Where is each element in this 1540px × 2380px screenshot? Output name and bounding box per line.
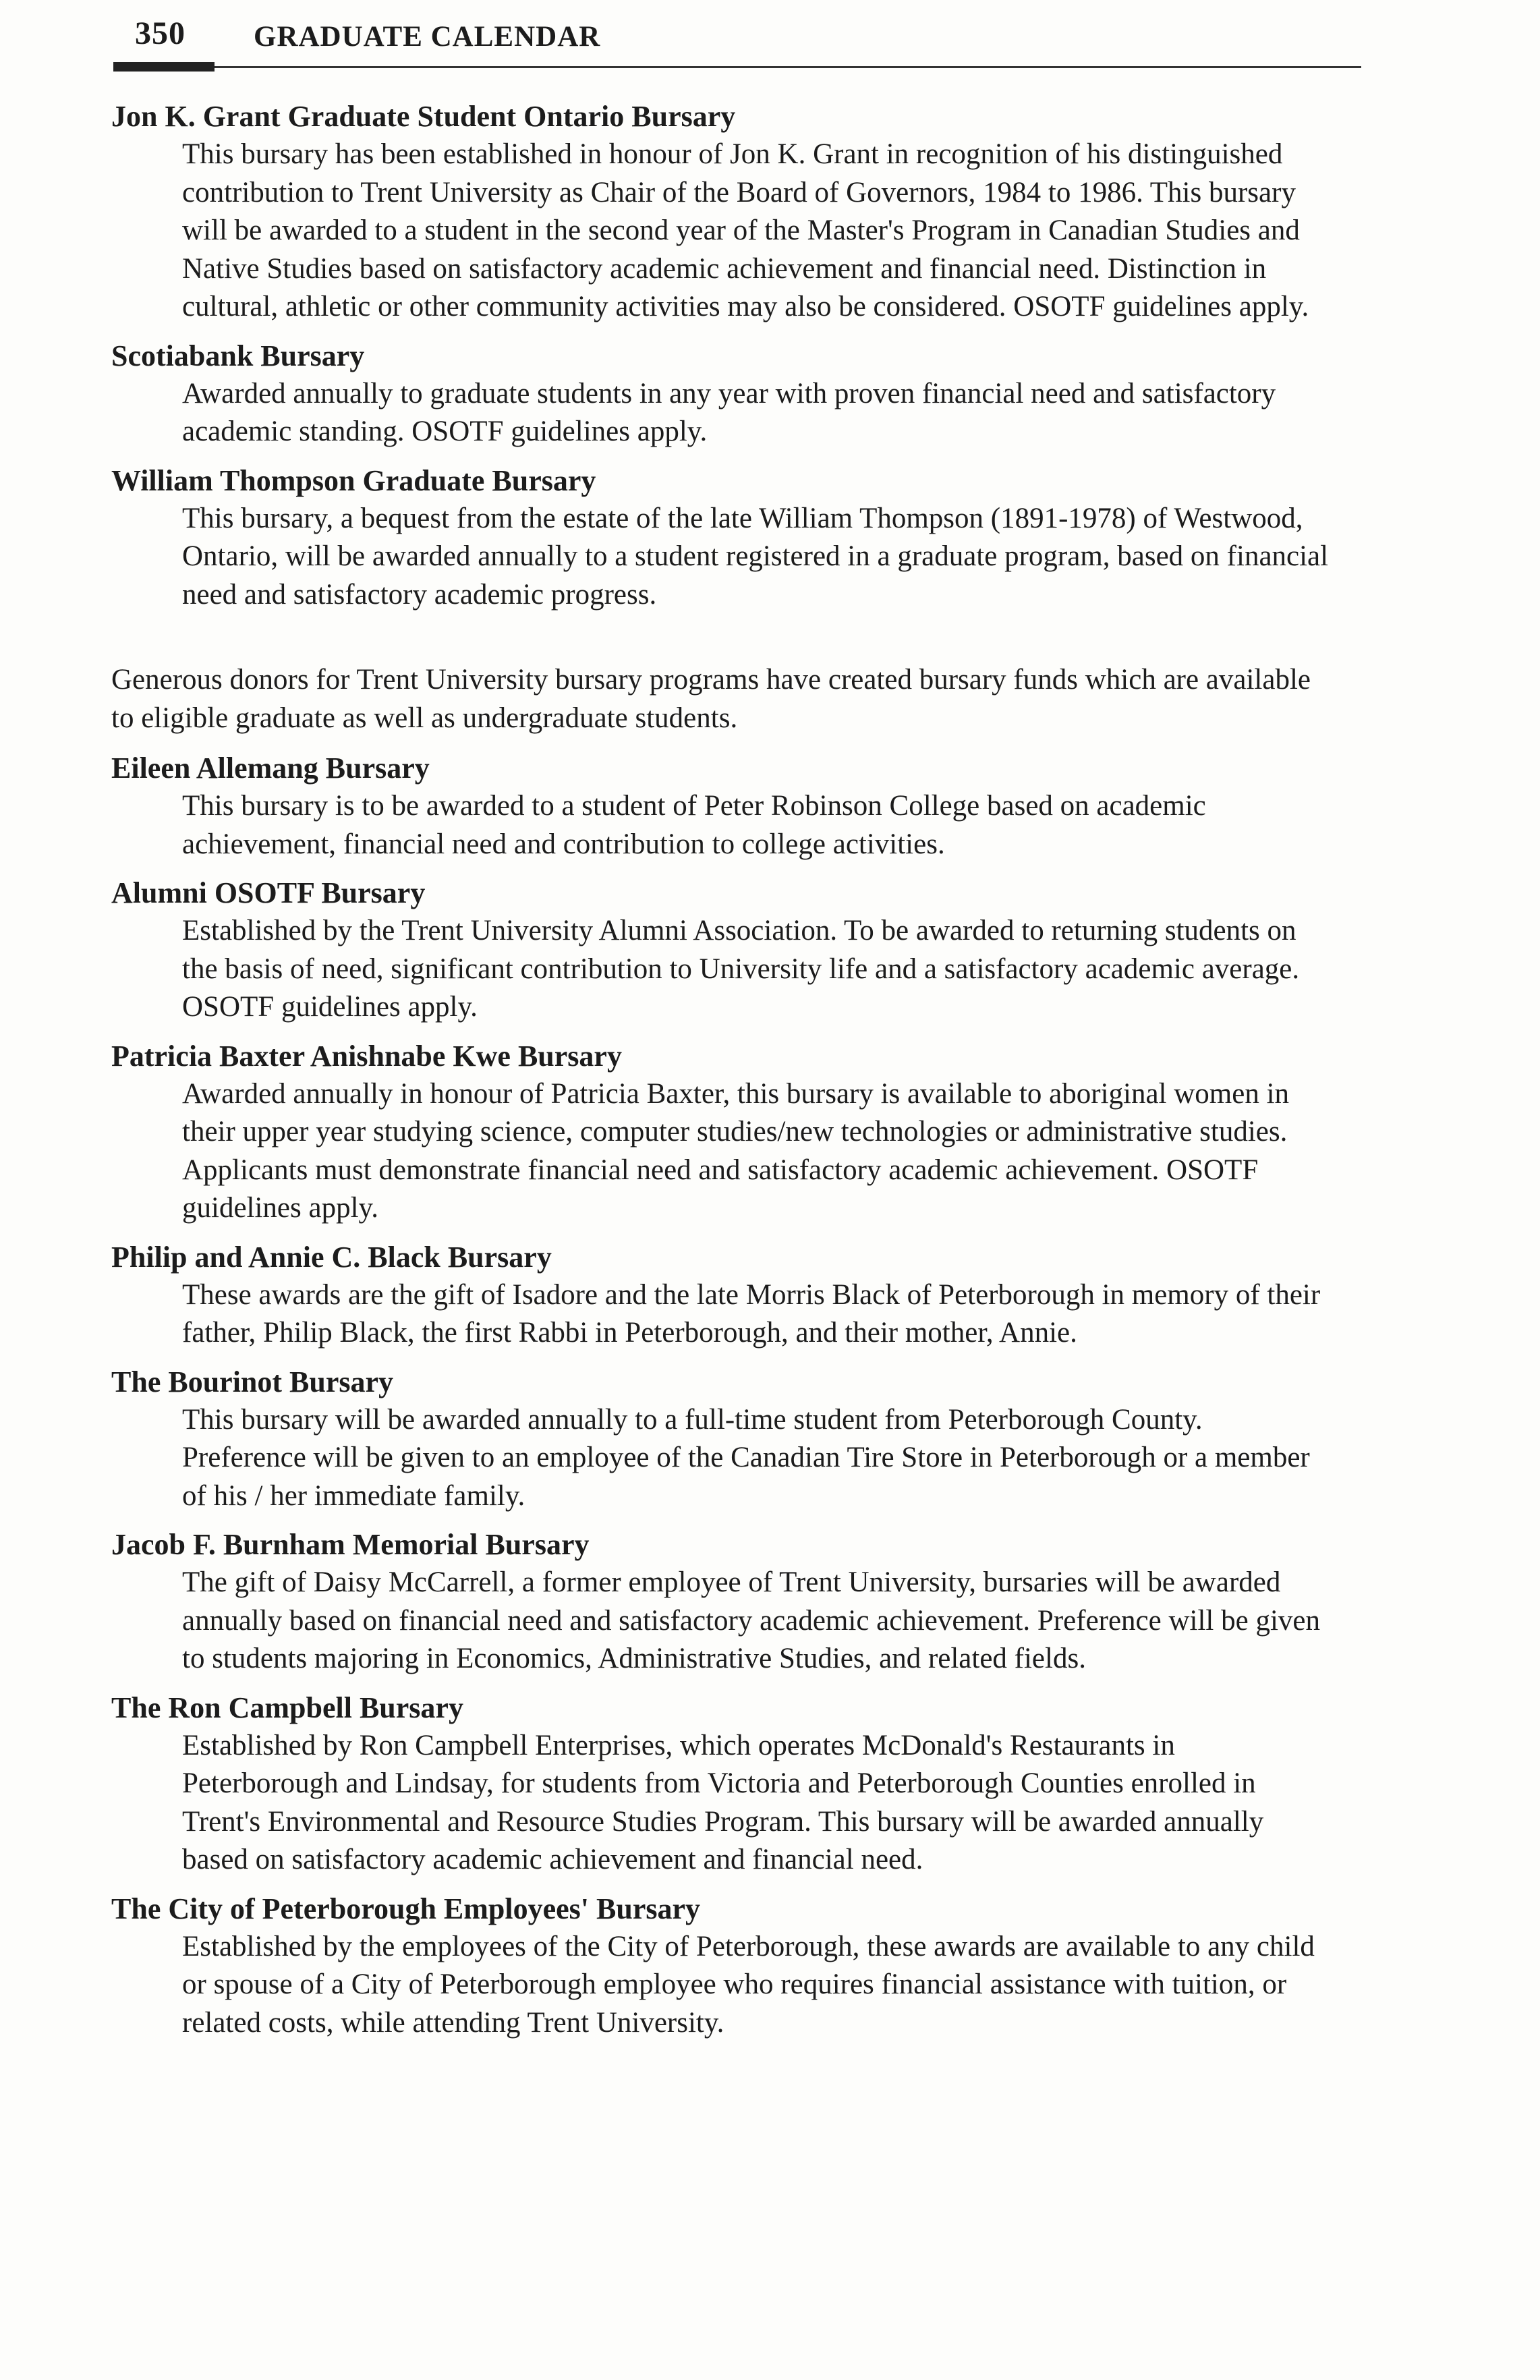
bursary-entry <box>111 749 1359 863</box>
bursary-title: Philip and Annie C. Black Bursary <box>111 1240 552 1274</box>
bursary-title: Scotiabank Bursary <box>111 339 365 372</box>
header-accent-block <box>113 62 215 72</box>
bursary-description: The gift of Daisy McCarrell, a former employee of Trent University, bursaries will be awarded annually based on financial need and satisfactory academic achievement. Preference will be given to students majoring in Economics, Administrative Studies, and related fields. <box>182 1566 1320 1674</box>
page-number: 350 <box>135 16 186 51</box>
bursary-description: This bursary is to be awarded to a student of Peter Robinson College based on academic achievement, financial need and contribution to college activities. <box>182 790 1206 860</box>
page-header <box>135 15 1363 69</box>
bursary-entry <box>111 337 1359 451</box>
bursary-entry <box>111 1038 1359 1228</box>
bursary-title: Eileen Allemang Bursary <box>111 752 430 785</box>
bursary-description: Awarded annually in honour of Patricia Baxter, this bursary is available to aboriginal women in their upper year studying science, computer studies/new technologies or administrative studies. Applicants must demonstrate financial need and satisfactory academic achievement. OSOTF guidelines apply. <box>182 1077 1290 1224</box>
bursary-description: This bursary, a bequest from the estate of the late William Thompson (1891-1978) of Westwood, Ontario, will be awarded annually to a student registered in a graduate program, based on financial need and satisfactory academic progress. <box>182 502 1329 611</box>
page-content <box>111 98 1359 2053</box>
bursary-entry <box>111 874 1359 1027</box>
bursary-title: The City of Peterborough Employees' Bursary <box>111 1892 701 1925</box>
bursary-description: Established by the employees of the City of Peterborough, these awards are available to any child or spouse of a City of Peterborough employee who requires financial assistance with tuition, or related costs, while attending Trent University. <box>182 1930 1315 2039</box>
bursary-description: These awards are the gift of Isadore and the late Morris Black of Peterborough in memory of their father, Philip Black, the first Rabbi in Peterborough, and their mother, Annie. <box>182 1278 1321 1349</box>
bursary-title: Patricia Baxter Anishnabe Kwe Bursary <box>111 1039 622 1073</box>
intro-paragraph: Generous donors for Trent University bursary programs have created bursary funds which are available to eligible graduate as well as undergraduate students. <box>111 664 1311 734</box>
bursary-description: Established by Ron Campbell Enterprises, which operates McDonald's Restaurants in Peterborough and Lindsay, for students from Victoria and Peterborough Counties enrolled in Trent's Environmental and Resource Studies Program. This bursary will be awarded annually based on satisfactory academic achievement and financial need. <box>182 1729 1264 1875</box>
bursary-entry <box>111 1890 1359 2043</box>
bursary-entry <box>111 98 1359 327</box>
bursary-entry <box>111 1689 1359 1879</box>
bursary-title: Alumni OSOTF Bursary <box>111 876 426 909</box>
bursary-title: The Ron Campbell Bursary <box>111 1691 463 1724</box>
running-title: GRADUATE CALENDAR <box>254 21 601 53</box>
bursary-description: This bursary has been established in honour of Jon K. Grant in recognition of his distinguished contribution to Trent University as Chair of the Board of Governors, 1984 to 1986. This bursary will be awarded to a student in the second year of the Master's Program in Canadian Studies and Native Studies based on satisfactory academic achievement and financial need. Distinction in cultural, athletic or other community activities may also be considered. OSOTF guidelines apply. <box>182 138 1309 322</box>
bursary-entry <box>111 1526 1359 1678</box>
bursary-title: William Thompson Graduate Bursary <box>111 463 596 497</box>
bursary-title: Jon K. Grant Graduate Student Ontario Bursary <box>111 100 736 133</box>
bursary-entry <box>111 1239 1359 1353</box>
bursary-entry <box>111 1363 1359 1516</box>
bursary-title: Jacob F. Burnham Memorial Bursary <box>111 1528 590 1561</box>
bursary-description: This bursary will be awarded annually to a full-time student from Peterborough County. Preference will be given to an employee of the Canadian Tire Store in Peterborough or a member of his / her immediate family. <box>182 1403 1310 1512</box>
bursary-title: The Bourinot Bursary <box>111 1365 394 1398</box>
header-rule <box>215 66 1361 68</box>
bursary-entry <box>111 462 1359 615</box>
bursary-description: Established by the Trent University Alumni Association. To be awarded to returning students on the basis of need, significant contribution to University life and a satisfactory academic average. OSOTF guidelines apply. <box>182 915 1300 1023</box>
bursary-description: Awarded annually to graduate students in any year with proven financial need and satisfactory academic standing. OSOTF guidelines apply. <box>182 377 1276 447</box>
